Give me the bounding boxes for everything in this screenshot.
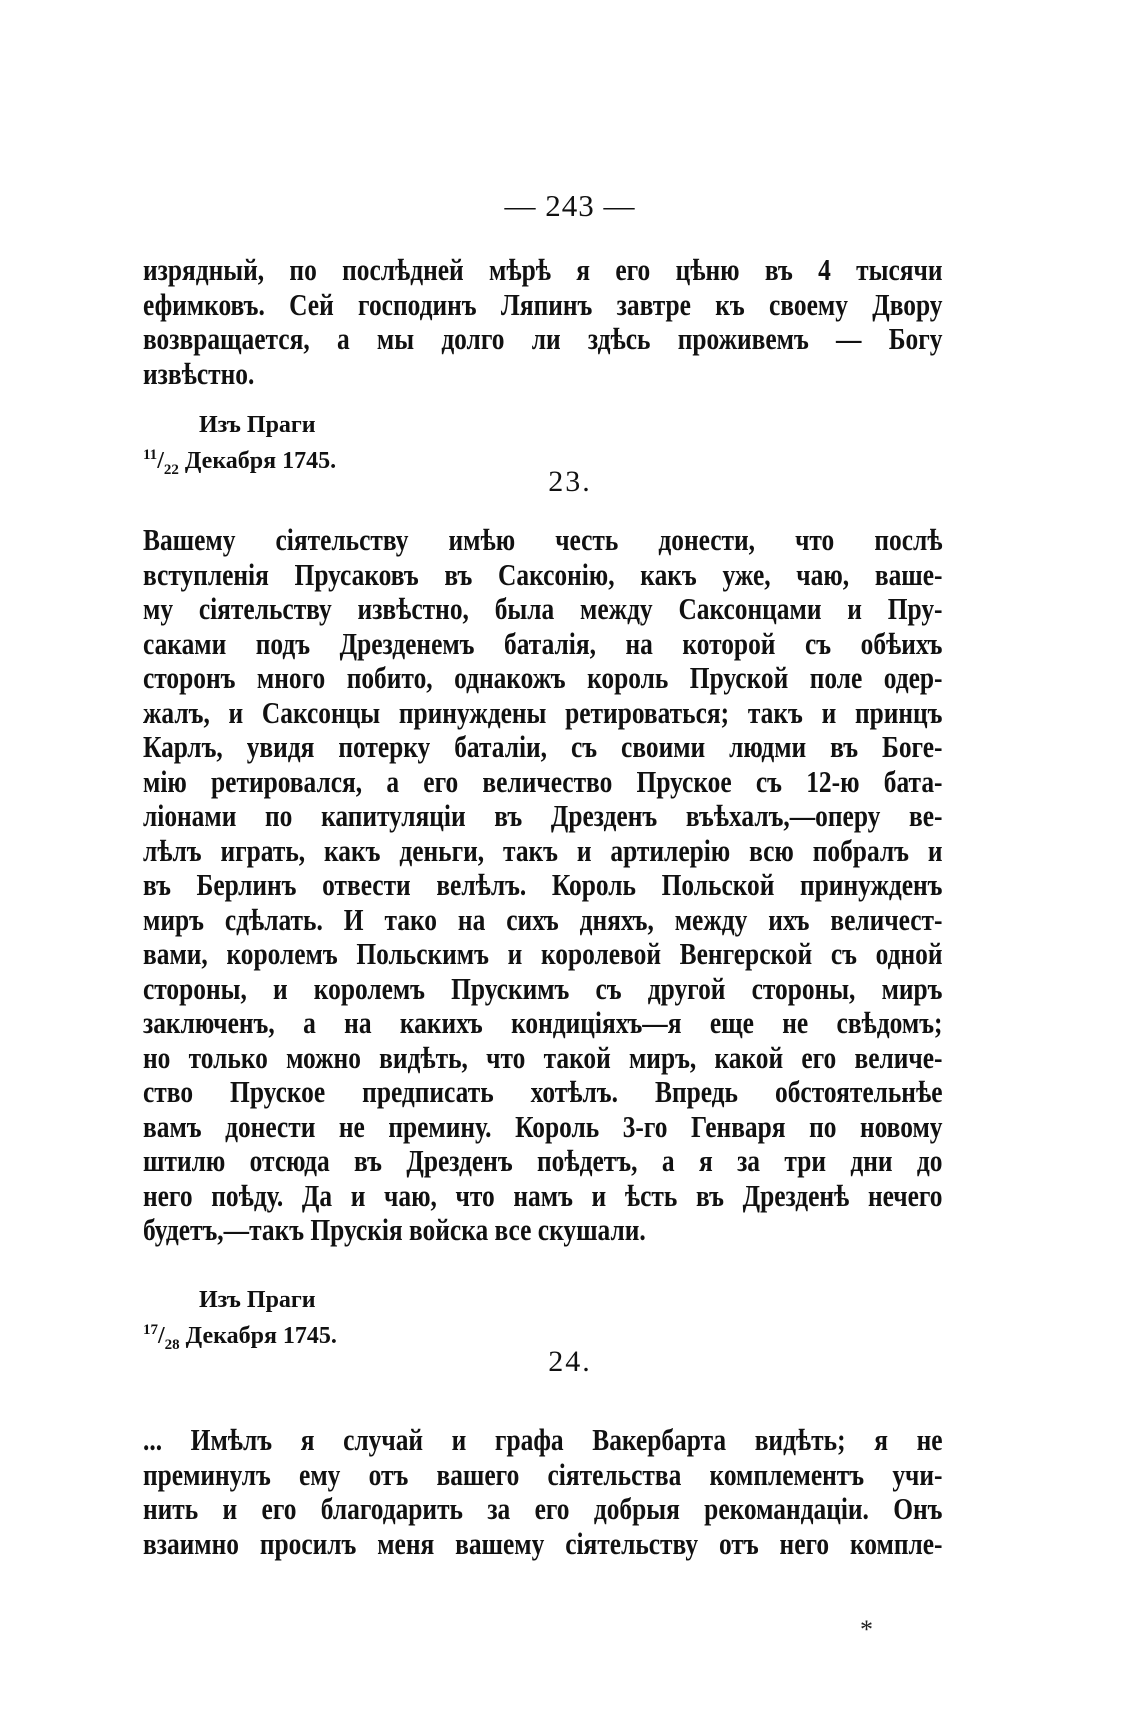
text-line: ліонами по капитуляціи въ Дрезденъ въѣхалъ,—оперу ве- <box>143 798 943 833</box>
text-line: преминулъ ему отъ вашего сіятельства комплементъ учи- <box>143 1456 943 1492</box>
text-line: саками подъ Дрезденемъ баталія, на которой съ обѣихъ <box>143 625 943 661</box>
text-line: вамъ донести не премину. Король 3-го Генваря по новому <box>143 1108 943 1144</box>
page-number: — 243 — <box>504 188 636 223</box>
letter-23-body <box>143 523 943 1248</box>
text-line: жалъ, и Саксонцы принуждены ретироваться; такъ и принцъ <box>143 694 943 730</box>
text-line: Вашему сіятельству имѣю честь донести, что послѣ <box>143 522 943 557</box>
text-line: лѣлъ играть, какъ деньги, такъ и артилерію всю побралъ и <box>143 832 943 868</box>
text-line: мію ретировался, а его величество Пруское съ 12-ю бата- <box>143 763 943 799</box>
dateline-date: $^{17}/_{28}$ Декабря 1745. <box>143 1322 337 1353</box>
dateline-date: $^{11}/_{22}$ Декабря 1745. <box>143 447 337 478</box>
letter-number-23: 23. <box>548 465 592 498</box>
text-line: вами, королемъ Польскимъ и королевой Венгерской съ одной <box>143 936 943 971</box>
text-line: въ Берлинъ отвести велѣлъ. Король Польской принужденъ <box>143 867 943 902</box>
text-line: ... Имѣлъ я случай и графа Вакербарта видѣть; я не <box>143 1422 943 1457</box>
text-line: му сіятельству извѣстно, была между Саксонцами и Пру- <box>143 591 943 626</box>
text-line: штилю отсюда въ Дрезденъ поѣдетъ, а я за три дни до <box>143 1143 943 1178</box>
text-line: изрядный, по послѣдней мѣрѣ я его цѣню въ 4 тысячи <box>143 252 943 287</box>
letter-22-ending <box>143 253 943 391</box>
date-fraction-numerator: 11 <box>143 447 158 463</box>
letter-24-body <box>143 1423 943 1561</box>
dateline-place: Изъ Праги <box>199 412 316 438</box>
text-line: взаимно просилъ меня вашему сіятельству отъ него компле- <box>143 1525 943 1561</box>
dateline-date-text: Декабря 1745. <box>179 1323 337 1349</box>
text-line: сторонъ много побито, однакожъ король Пруской поле одер- <box>143 660 943 695</box>
text-line: будетъ,—такъ Прускія войска все скушали. <box>143 1212 646 1247</box>
dateline-date-text: Декабря 1745. <box>178 448 337 474</box>
letter-number-24: 24. <box>548 1345 592 1378</box>
text-line: Карлъ, увидя потерку баталіи, съ своими людми въ Боге- <box>143 729 943 764</box>
signature-mark: * <box>860 1615 873 1644</box>
date-fraction-denominator: 28 <box>164 1336 180 1353</box>
dateline-place: Изъ Праги <box>199 1287 316 1313</box>
date-fraction-denominator: 22 <box>163 461 179 478</box>
text-line: ефимковъ. Сей господинъ Ляпинъ завтре къ своему Двору <box>143 286 943 322</box>
text-line: вступленія Прусаковъ въ Саксонію, какъ уже, чаю, ваше- <box>143 556 943 592</box>
text-line: ство Пруское предписать хотѣлъ. Впредь обстоятельнѣе <box>143 1074 943 1109</box>
text-line: но только можно видѣть, что такой миръ, какой его величе- <box>143 1039 943 1075</box>
text-line: возвращается, а мы долго ли здѣсь проживемъ — Богу <box>143 321 943 356</box>
text-line: стороны, и королемъ Прускимъ съ другой стороны, миръ <box>143 970 943 1006</box>
text-line: нить и его благодарить за его добрыя рекомандаціи. Онъ <box>143 1491 943 1526</box>
date-fraction-numerator: 17 <box>143 1322 158 1338</box>
text-line: него поѣду. Да и чаю, что намъ и ѣсть въ Дрезденѣ нечего <box>143 1177 943 1213</box>
text-line: заключенъ, а на какихъ кондиціяхъ—я еще не свѣдомъ; <box>143 1005 943 1040</box>
text-line: извѣстно. <box>143 355 255 391</box>
text-line: миръ сдѣлать. И тако на сихъ дняхъ, между ихъ величест- <box>143 901 943 937</box>
